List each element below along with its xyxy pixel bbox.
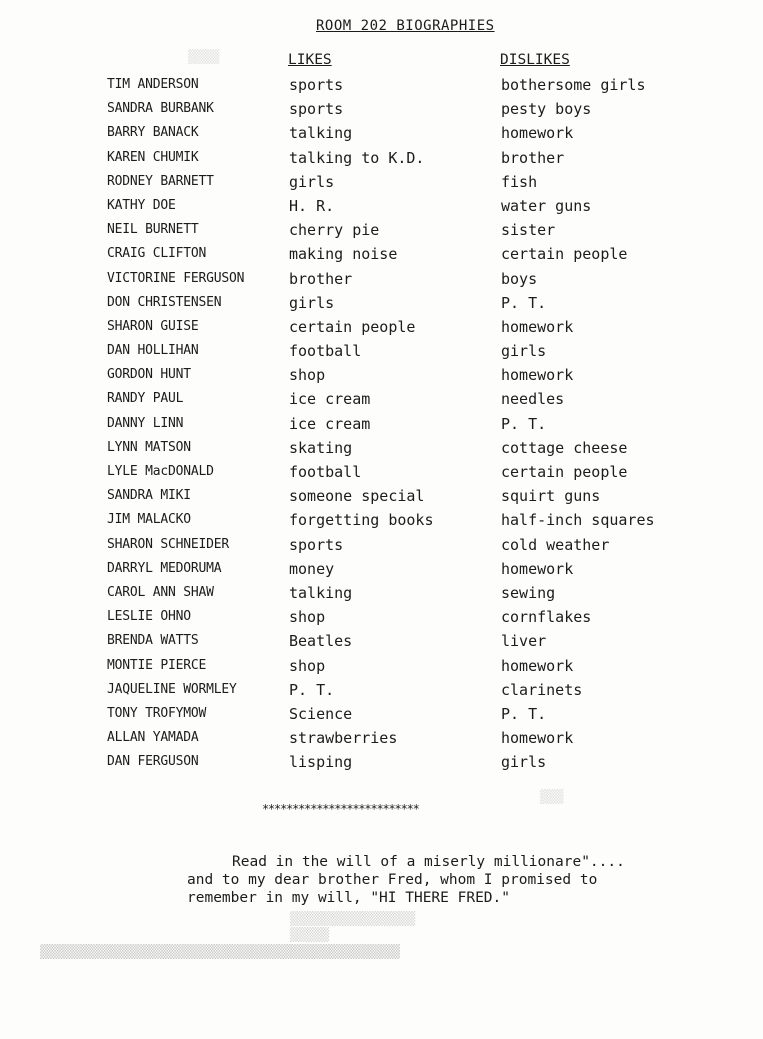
student-name: TONY TROFYMOW xyxy=(107,705,207,721)
student-name: KAREN CHUMIK xyxy=(107,149,199,165)
student-name: BRENDA WATTS xyxy=(107,633,199,649)
student-name: DON CHRISTENSEN xyxy=(107,294,222,310)
table-row xyxy=(0,581,763,605)
table-row xyxy=(0,460,763,484)
dislikes-cell: boys xyxy=(501,269,538,288)
likes-cell: girls xyxy=(289,293,335,312)
student-name: DAN HOLLIHAN xyxy=(107,343,199,359)
likes-cell: money xyxy=(289,559,335,578)
quote-line-2: and to my dear brother Fred, whom I promised to xyxy=(187,872,598,888)
dislikes-column-header: DISLIKES xyxy=(500,52,570,68)
dislikes-cell: homework xyxy=(501,124,574,143)
table-row xyxy=(0,291,763,315)
student-name: MONTIE PIERCE xyxy=(107,657,207,673)
bleed-through-mark: ▒▒▒▒ xyxy=(188,50,220,65)
student-name: ALLAN YAMADA xyxy=(107,730,199,746)
dislikes-cell: brother xyxy=(501,148,565,167)
dislikes-cell: fish xyxy=(501,172,538,191)
likes-cell: H. R. xyxy=(289,196,335,215)
student-name: TIM ANDERSON xyxy=(107,77,199,92)
bleed-through-mark: ▒▒▒ xyxy=(540,790,564,805)
likes-cell: P. T. xyxy=(289,680,335,699)
table-row xyxy=(0,339,763,363)
table-row xyxy=(0,533,763,557)
dislikes-cell: cornflakes xyxy=(501,608,592,627)
dislikes-cell: cottage cheese xyxy=(501,438,628,457)
table-row xyxy=(0,726,763,750)
dislikes-cell: homework xyxy=(501,729,574,748)
likes-cell: talking xyxy=(289,124,353,143)
table-row xyxy=(0,412,763,436)
table-row xyxy=(0,194,763,218)
dislikes-cell: half-inch squares xyxy=(501,511,655,530)
quote-line-1: Read in the will of a miserly millionare".... xyxy=(232,854,625,870)
student-name: JIM MALACKO xyxy=(107,512,191,528)
dislikes-cell: homework xyxy=(501,317,574,336)
student-name: GORDON HUNT xyxy=(107,367,191,383)
likes-cell: Beatles xyxy=(289,632,353,651)
quote-line-3: remember in my will, "HI THERE FRED." xyxy=(187,890,511,906)
dislikes-cell: sewing xyxy=(501,583,556,602)
likes-cell: sports xyxy=(289,535,344,554)
student-name: RODNEY BARNETT xyxy=(107,173,214,189)
student-name: RANDY PAUL xyxy=(107,391,184,407)
likes-cell: strawberries xyxy=(289,729,398,748)
dislikes-cell: squirt guns xyxy=(501,487,601,506)
student-name: BARRY BANACK xyxy=(107,125,199,141)
student-name: DARRYL MEDORUMA xyxy=(107,560,222,576)
likes-cell: Science xyxy=(289,704,353,723)
student-name: SANDRA MIKI xyxy=(107,488,191,504)
table-row xyxy=(0,508,763,532)
table-row xyxy=(0,484,763,508)
dislikes-cell: certain people xyxy=(501,463,628,481)
likes-cell: girls xyxy=(289,172,335,191)
student-name: VICTORINE FERGUSON xyxy=(107,270,245,286)
student-name: SANDRA BURBANK xyxy=(107,101,214,117)
dislikes-cell: homework xyxy=(501,366,574,385)
likes-cell: someone special xyxy=(289,487,425,506)
separator-line: ************************** xyxy=(262,802,419,816)
table-row xyxy=(0,436,763,460)
likes-cell: talking to K.D. xyxy=(289,148,425,167)
student-name: SHARON GUISE xyxy=(107,318,199,334)
likes-cell: sports xyxy=(289,76,344,94)
student-name: CRAIG CLIFTON xyxy=(107,246,207,262)
likes-cell: brother xyxy=(289,269,353,288)
dislikes-cell: girls xyxy=(501,753,547,772)
student-name: SHARON SCHNEIDER xyxy=(107,536,230,552)
likes-column-header: LIKES xyxy=(288,52,332,68)
document-title: ROOM 202 BIOGRAPHIES xyxy=(316,18,495,34)
table-row xyxy=(0,363,763,387)
table-row xyxy=(0,702,763,726)
dislikes-cell: water guns xyxy=(501,196,592,215)
dislikes-cell: P. T. xyxy=(501,414,547,433)
bleed-through-mark: ▒▒▒▒▒▒▒▒▒▒▒▒▒▒▒▒▒▒▒▒▒▒▒▒▒▒▒▒▒▒▒▒▒▒▒▒▒▒▒▒▒▒▒▒▒▒ xyxy=(40,945,401,960)
table-row xyxy=(0,218,763,242)
dislikes-cell: P. T. xyxy=(501,704,547,723)
likes-cell: shop xyxy=(289,366,326,385)
likes-cell: certain people xyxy=(289,317,416,336)
dislikes-cell: needles xyxy=(501,390,565,409)
likes-cell: ice cream xyxy=(289,390,371,409)
student-name: LESLIE OHNO xyxy=(107,609,191,625)
likes-cell: football xyxy=(289,342,362,361)
likes-cell: football xyxy=(289,463,362,481)
table-row xyxy=(0,750,763,774)
dislikes-cell: homework xyxy=(501,559,574,578)
dislikes-cell: girls xyxy=(501,342,547,361)
likes-cell: shop xyxy=(289,656,326,675)
table-row xyxy=(0,557,763,581)
dislikes-cell: P. T. xyxy=(501,293,547,312)
student-name: NEIL BURNETT xyxy=(107,222,199,238)
bleed-through-mark: ▒▒▒▒▒ xyxy=(290,928,330,943)
dislikes-cell: pesty boys xyxy=(501,100,592,119)
table-row xyxy=(0,678,763,702)
student-name: DANNY LINN xyxy=(107,415,184,431)
dislikes-cell: sister xyxy=(501,221,556,240)
student-name: LYLE MacDONALD xyxy=(107,464,214,479)
table-row xyxy=(0,170,763,194)
likes-cell: making noise xyxy=(289,245,398,264)
table-row xyxy=(0,267,763,291)
table-row xyxy=(0,629,763,653)
table-row xyxy=(0,242,763,266)
dislikes-cell: liver xyxy=(501,632,547,651)
dislikes-cell: cold weather xyxy=(501,535,610,554)
table-row xyxy=(0,654,763,678)
dislikes-cell: certain people xyxy=(501,245,628,264)
table-row xyxy=(0,146,763,170)
table-row xyxy=(0,121,763,145)
likes-cell: talking xyxy=(289,583,353,602)
likes-cell: sports xyxy=(289,100,344,119)
likes-cell: cherry pie xyxy=(289,221,380,240)
student-name: JAQUELINE WORMLEY xyxy=(107,681,237,697)
likes-cell: lisping xyxy=(289,753,353,772)
dislikes-cell: bothersome girls xyxy=(501,76,646,94)
student-name: DAN FERGUSON xyxy=(107,754,199,770)
likes-cell: skating xyxy=(289,438,353,457)
student-name: LYNN MATSON xyxy=(107,439,191,455)
bleed-through-mark: ▒▒▒▒▒▒▒▒▒▒▒▒▒▒▒▒ xyxy=(290,912,416,927)
dislikes-cell: homework xyxy=(501,656,574,675)
likes-cell: shop xyxy=(289,608,326,627)
table-row xyxy=(0,387,763,411)
table-row xyxy=(0,97,763,121)
dislikes-cell: clarinets xyxy=(501,680,583,699)
likes-cell: forgetting books xyxy=(289,511,434,530)
table-row xyxy=(0,605,763,629)
table-row xyxy=(0,73,763,97)
student-name: CAROL ANN SHAW xyxy=(107,584,214,600)
student-name: KATHY DOE xyxy=(107,197,176,213)
biography-table xyxy=(0,73,763,774)
likes-cell: ice cream xyxy=(289,414,371,433)
table-row xyxy=(0,315,763,339)
